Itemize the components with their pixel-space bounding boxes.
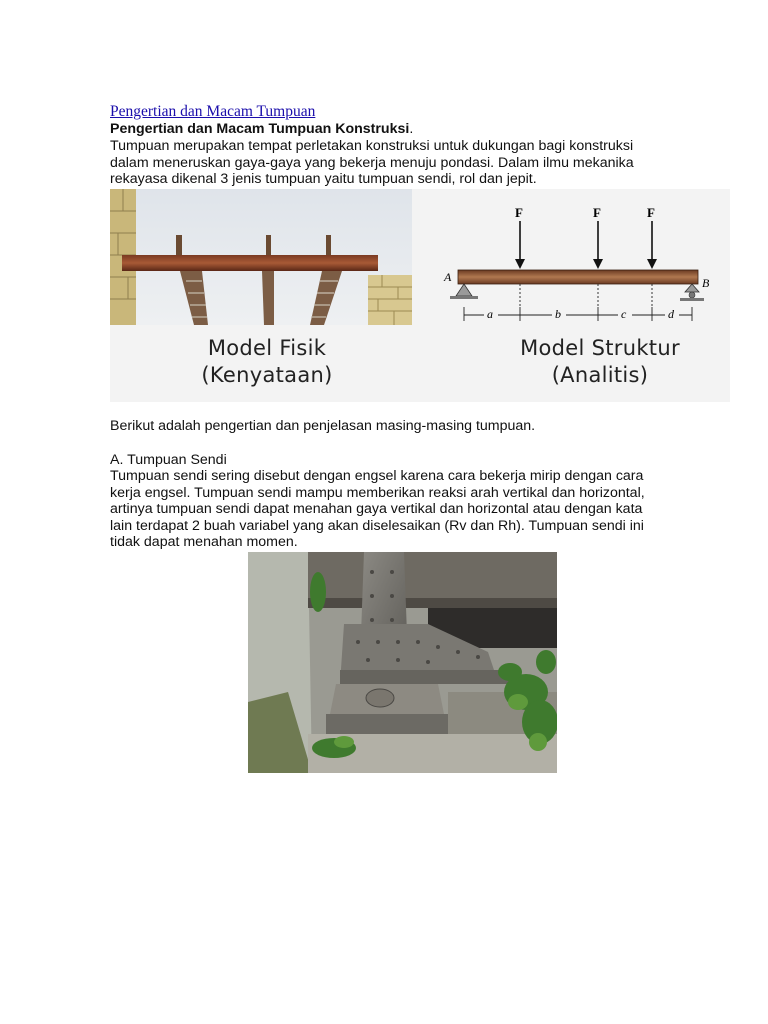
dimension-line [464, 284, 692, 321]
support-model-figure [110, 189, 730, 402]
intro-line-1: Tumpuan merupakan tempat perletakan konstruksi untuk dukungan bagi konstruksi [110, 138, 634, 154]
section-a-line-4: lain terdapat 2 buah variabel yang akan diselesaikan (Rv dan Rh). Tumpuan sendi ini [110, 517, 644, 534]
force-label-3: F [647, 205, 655, 220]
structural-model-diagram [440, 191, 730, 327]
caption-physical-line2: (Kenyataan) [201, 363, 333, 387]
caption-physical-line1: Model Fisik [207, 336, 327, 360]
section-a-line-3: artinya tumpuan sendi dapat menahan gaya vertikal dan horizontal atau dengan kata [110, 501, 643, 517]
document-page [110, 103, 730, 550]
body-text [110, 418, 730, 551]
section-a-line-1: Tumpuan sendi sering disebut dengan engsel karena cara bekerja mirip dengan cara [110, 468, 644, 484]
subtitle [110, 121, 730, 138]
section-a-heading: A. Tumpuan Sendi [110, 451, 227, 468]
dim-label-a: a [487, 307, 493, 321]
title-link[interactable]: Pengertian dan Macam Tumpuan [110, 103, 316, 120]
section-a-line-2: kerja engsel. Tumpuan sendi mampu memberikan reaksi arah vertikal dan horizontal, [110, 484, 645, 501]
force-label-1: F [515, 205, 523, 220]
subtitle-tail: . [409, 121, 414, 137]
intro-line-3: rekayasa dikenal 3 jenis tumpuan yaitu tumpuan sendi, rol dan jepit. [110, 171, 537, 187]
caption-structural-model [490, 335, 710, 389]
caption-structural-line1: Model Struktur [520, 336, 680, 360]
following-paragraph: Berikut adalah pengertian dan penjelasan masing-masing tumpuan. [110, 418, 536, 434]
force-label-2: F [593, 205, 601, 220]
pin-support-photo [248, 552, 557, 773]
caption-structural-line2: (Analitis) [551, 363, 649, 387]
section-a-line-5: tidak dapat menahan momen. [110, 534, 298, 550]
pin-support-a [456, 284, 472, 296]
subtitle-bold: Pengertian dan Macam Tumpuan Konstruksi [110, 121, 410, 137]
physical-model-photo [110, 189, 412, 325]
support-label-a: A [444, 270, 452, 284]
dim-label-c: c [621, 307, 627, 321]
dim-label-d: d [668, 307, 674, 321]
caption-physical-model [182, 335, 352, 389]
dim-label-b: b [555, 307, 561, 321]
support-label-b: B [702, 276, 710, 290]
roller-support-b [685, 284, 699, 292]
force-arrows [515, 221, 657, 269]
intro-line-2: dalam meneruskan gaya-gaya yang bekerja menuju pondasi. Dalam ilmu mekanika [110, 154, 634, 171]
